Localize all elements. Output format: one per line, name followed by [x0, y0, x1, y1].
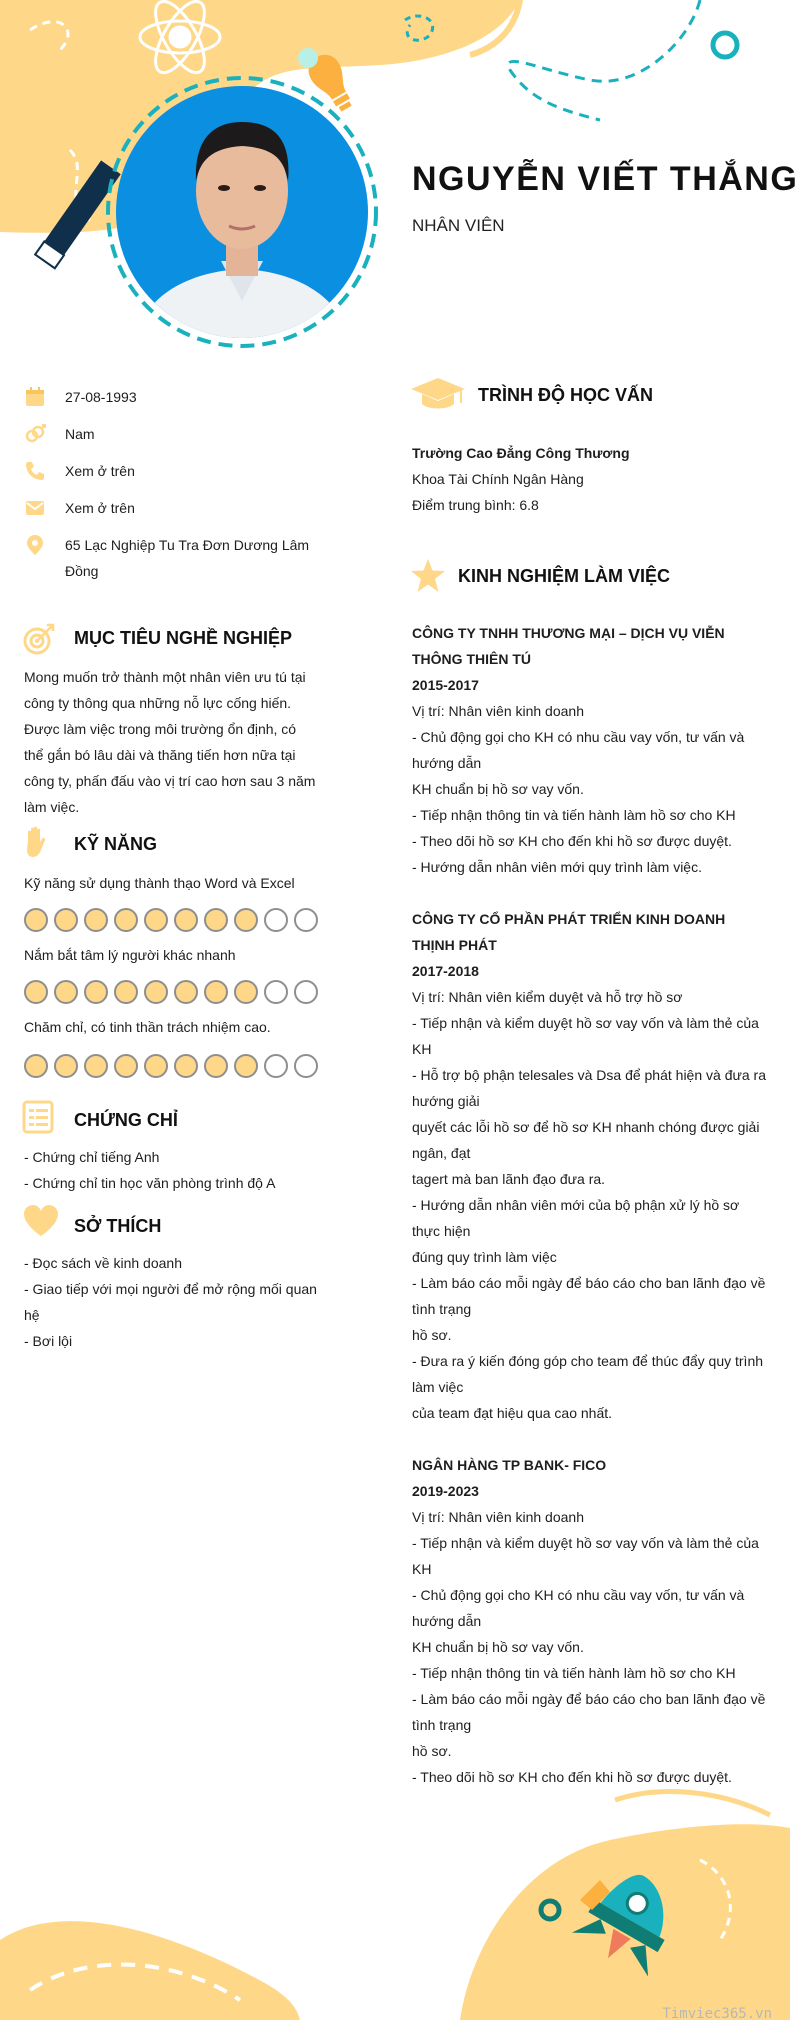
contact-phone: Xem ở trên: [24, 458, 334, 484]
job-line: - Chủ động gọi cho KH có nhu cầu vay vốn, tư vấn và hướng dẫn: [412, 729, 745, 771]
rating-dot-filled: [174, 908, 198, 932]
education-school: Trường Cao Đẳng Công Thương: [412, 445, 630, 461]
job-line: - Tiếp nhận thông tin và tiến hành làm hồ sơ cho KH: [412, 1665, 736, 1681]
education-title: TRÌNH ĐỘ HỌC VẤN: [478, 385, 653, 405]
rating-dot-empty: [294, 980, 318, 1004]
job-line: KH chuẩn bị hồ sơ vay vốn.: [412, 781, 584, 797]
hand-icon: [22, 826, 52, 860]
contact-email: Xem ở trên: [24, 495, 334, 521]
job-line: - Tiếp nhận và kiểm duyệt hồ sơ vay vốn và làm thẻ của KH: [412, 1015, 759, 1057]
job-company: CÔNG TY CỔ PHẦN PHÁT TRIỂN KINH DOANH THỊNH PHÁT: [412, 911, 726, 953]
job-company: CÔNG TY TNHH THƯƠNG MẠI – DỊCH VỤ VIỄN THÔNG THIÊN TÚ: [412, 625, 725, 667]
rating-dot-empty: [294, 908, 318, 932]
location-icon: [24, 534, 46, 556]
job-period: 2017-2018: [412, 963, 479, 979]
rating-dot-filled: [84, 980, 108, 1004]
phone-icon: [24, 460, 46, 482]
job-entry: [412, 620, 768, 880]
job-line: KH chuẩn bị hồ sơ vay vốn.: [412, 1639, 584, 1655]
rating-dot-filled: [144, 908, 168, 932]
job-line: tagert mà ban lãnh đạo đưa ra.: [412, 1171, 606, 1187]
job-line: - Tiếp nhận và kiểm duyệt hồ sơ vay vốn và làm thẻ của KH: [412, 1535, 759, 1577]
experience-title: KINH NGHIỆM LÀM VIỆC: [458, 566, 671, 586]
bottom-decoration: [0, 1780, 800, 2033]
certificate-icon: [22, 1100, 54, 1134]
job-role: Vị trí: Nhân viên kinh doanh: [412, 703, 584, 719]
contact-gender: Nam: [24, 421, 334, 447]
rating-dot-filled: [114, 980, 138, 1004]
rating-dot-filled: [24, 980, 48, 1004]
skill-name: Chăm chỉ, có tinh thần trách nhiệm cao.: [24, 1019, 271, 1035]
job-entry: [412, 1452, 768, 1790]
rating-dot-filled: [54, 980, 78, 1004]
contact-birthday: 27-08-1993: [24, 384, 334, 410]
rating-dot-filled: [24, 1054, 48, 1078]
rating-dot-empty: [294, 1054, 318, 1078]
job-line: đúng quy trình làm việc: [412, 1249, 557, 1265]
job-line: - Hướng dẫn nhân viên mới của bộ phận xử lý hồ sơ thực hiện: [412, 1197, 740, 1239]
skill-rating: [24, 1054, 324, 1078]
job-line: - Tiếp nhận thông tin và tiến hành làm hồ sơ cho KH: [412, 807, 736, 823]
certificate-item: - Chứng chỉ tiếng Anh: [24, 1149, 160, 1165]
job-period: 2015-2017: [412, 677, 479, 693]
experience-list: [412, 620, 768, 1790]
rating-dot-filled: [144, 1054, 168, 1078]
profile-photo: [116, 86, 368, 338]
rating-dot-filled: [234, 980, 258, 1004]
rating-dot-empty: [264, 980, 288, 1004]
education-block: [412, 440, 768, 518]
skill-rating: [24, 980, 324, 1004]
rating-dot-filled: [24, 908, 48, 932]
rating-dot-filled: [204, 908, 228, 932]
job-line: - Hướng dẫn nhân viên mới quy trình làm việc.: [412, 859, 702, 875]
job-line: - Theo dõi hồ sơ KH cho đến khi hồ sơ được duyệt.: [412, 833, 732, 849]
education-major: Khoa Tài Chính Ngân Hàng: [412, 471, 584, 487]
hobby-item: - Bơi lội: [24, 1333, 73, 1349]
skill-name: Nắm bắt tâm lý người khác nhanh: [24, 947, 236, 963]
skill-name: Kỹ năng sử dụng thành thạo Word và Excel: [24, 875, 295, 891]
rating-dot-filled: [174, 1054, 198, 1078]
job-line: hồ sơ.: [412, 1743, 452, 1759]
target-icon: [22, 622, 56, 656]
objective-title: MỤC TIÊU NGHỀ NGHIỆP: [74, 628, 293, 648]
skill-rating: [24, 908, 324, 932]
watermark: Timviec365.vn: [662, 2006, 772, 2022]
rating-dot-empty: [264, 1054, 288, 1078]
calendar-icon: [24, 386, 46, 408]
rating-dot-filled: [204, 980, 228, 1004]
hobby-item: - Giao tiếp với mọi người để mở rộng mối quan hệ: [24, 1281, 317, 1323]
rating-dot-filled: [114, 908, 138, 932]
rating-dot-filled: [84, 908, 108, 932]
heart-icon: [22, 1204, 60, 1238]
rating-dot-filled: [174, 980, 198, 1004]
education-gpa: Điểm trung bình: 6.8: [412, 497, 539, 513]
hobby-item: - Đọc sách về kinh doanh: [24, 1255, 182, 1271]
skills-title: KỸ NĂNG: [74, 834, 158, 854]
rating-dot-filled: [54, 1054, 78, 1078]
job-company: NGÂN HÀNG TP BANK- FICO: [412, 1457, 607, 1473]
job-entry: [412, 906, 768, 1426]
certificate-item: - Chứng chỉ tin học văn phòng trình độ A: [24, 1175, 276, 1191]
job-line: của team đạt hiệu qua cao nhất.: [412, 1405, 613, 1421]
job-line: - Theo dõi hồ sơ KH cho đến khi hồ sơ được duyệt.: [412, 1769, 732, 1785]
certificates-title: CHỨNG CHỈ: [74, 1110, 178, 1130]
rating-dot-filled: [234, 908, 258, 932]
rating-dot-filled: [54, 908, 78, 932]
rating-dot-filled: [114, 1054, 138, 1078]
hobbies-title: SỞ THÍCH: [74, 1216, 162, 1236]
graduation-cap-icon: [410, 376, 466, 412]
job-role: Vị trí: Nhân viên kiểm duyệt và hỗ trợ hồ sơ: [412, 989, 683, 1005]
job-line: - Làm báo cáo mỗi ngày để báo cáo cho ban lãnh đạo về tình trạng: [412, 1275, 766, 1317]
contact-address: 65 Lạc Nghiệp Tu Tra Đơn Dương Lâm Đồng: [24, 532, 334, 584]
objective-text: Mong muốn trở thành một nhân viên ưu tú tại công ty thông qua những nỗ lực cống hiến. Được làm việc trong môi trường ổn định, có thể gắn bó lâu dài và thăng tiến hơn nữa tại công ty, phấn đấu vào vị trí cao hơn sau 3 năm làm việc.: [24, 669, 316, 815]
rating-dot-filled: [144, 980, 168, 1004]
rating-dot-filled: [204, 1054, 228, 1078]
rating-dot-filled: [84, 1054, 108, 1078]
job-line: hồ sơ.: [412, 1327, 452, 1343]
candidate-name: NGUYỄN VIẾT THẮNG: [412, 160, 799, 198]
rating-dot-filled: [234, 1054, 258, 1078]
job-line: quyết các lỗi hồ sơ để hồ sơ KH nhanh chóng được giải ngân, đạt: [412, 1119, 760, 1161]
job-role: Vị trí: Nhân viên kinh doanh: [412, 1509, 584, 1525]
rating-dot-empty: [264, 908, 288, 932]
gender-icon: [24, 423, 46, 445]
star-icon: [410, 558, 446, 594]
candidate-position: NHÂN VIÊN: [412, 216, 505, 235]
job-line: - Đưa ra ý kiến đóng góp cho team để thúc đẩy quy trình làm việc: [412, 1353, 764, 1395]
job-line: - Chủ động gọi cho KH có nhu cầu vay vốn, tư vấn và hướng dẫn: [412, 1587, 745, 1629]
job-period: 2019-2023: [412, 1483, 479, 1499]
job-line: - Hỗ trợ bộ phận telesales và Dsa để phát hiện và đưa ra hướng giải: [412, 1067, 766, 1109]
email-icon: [24, 497, 46, 519]
job-line: - Làm báo cáo mỗi ngày để báo cáo cho ban lãnh đạo về tình trạng: [412, 1691, 766, 1733]
